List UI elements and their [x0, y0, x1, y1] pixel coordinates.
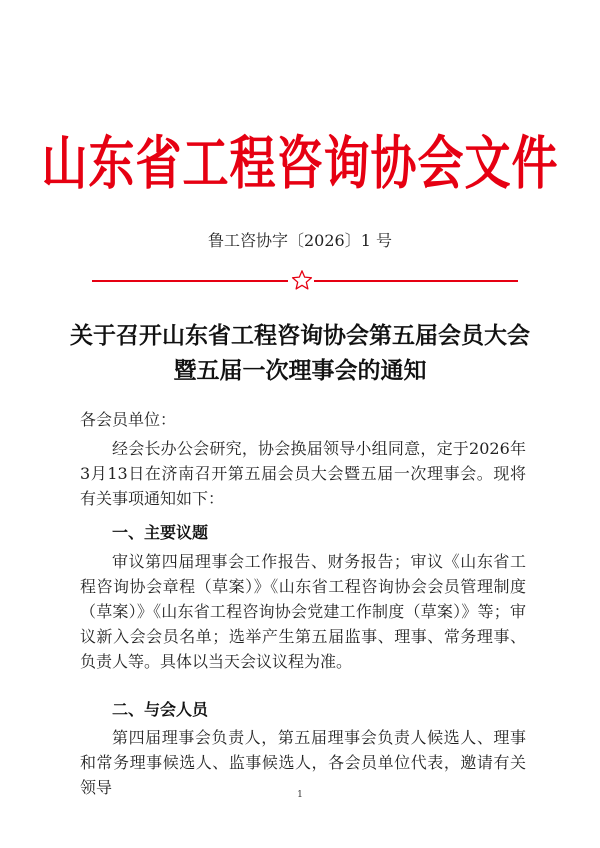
notice-title-line-2: 暨五届一次理事会的通知: [173, 357, 427, 384]
page-number: 1: [297, 790, 303, 800]
red-divider-left: [92, 280, 288, 282]
red-divider-right: [314, 280, 518, 282]
issuing-authority-title: 山东省工程咨询协会文件: [41, 129, 559, 197]
section-heading-agenda: 一、主要议题: [112, 523, 209, 542]
star-outline-icon: [291, 269, 313, 291]
attendees-paragraph: 第四届理事会负责人，第五届理事会负责人候选人、理事和常务理事候选人、监事候选人，各会员单位代表，邀请有关领导: [80, 728, 526, 797]
salutation: 各会员单位：: [80, 410, 177, 429]
intro-paragraph: 经会长办公会研究，协会换届领导小组同意，定于2026年3月13日在济南召开第五届会员大会暨五届一次理事会。现将有关事项通知如下：: [80, 439, 526, 508]
notice-title: [0, 318, 600, 388]
notice-title-line-1: 关于召开山东省工程咨询协会第五届会员大会: [70, 322, 530, 349]
agenda-paragraph: 审议第四届理事会工作报告、财务报告；审议《山东省工程咨询协会章程（草案）》《山东省工程咨询协会会员管理制度（草案）》《山东省工程咨询协会党建工作制度（草案）》等；审议新入会会员名单；选举产生第五届监事、理事、常务理事、负责人等。具体以当天会议议程为准。: [80, 552, 526, 671]
section-heading-attendees: 二、与会人员: [112, 700, 209, 719]
document-number: 鲁工咨协字〔2026〕1 号: [208, 231, 392, 250]
